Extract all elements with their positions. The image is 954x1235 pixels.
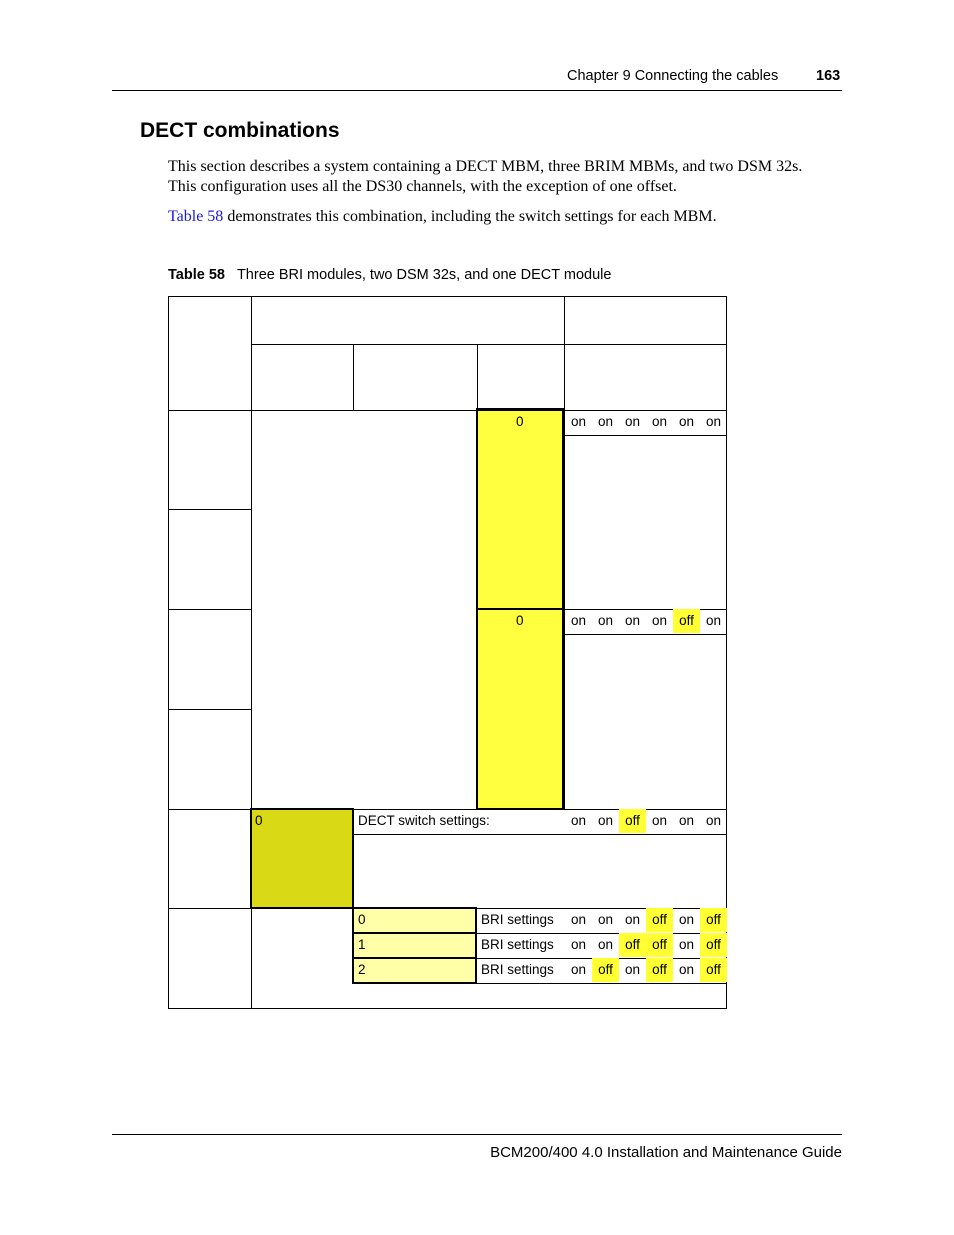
table-caption-text: Three BRI modules, two DSM 32s, and one DECT module: [236, 267, 612, 283]
bri-2-switch-4: off: [646, 958, 673, 982]
bri-0-switch-5: on: [678, 912, 695, 927]
dect-switch-6: on: [705, 813, 722, 828]
dsm-2-switch-5: off: [673, 609, 700, 633]
table-caption: [168, 267, 611, 283]
bri-0-switch-1: on: [570, 912, 587, 927]
bri-1-switch-4: off: [646, 933, 673, 957]
bri-0-switch-3: on: [624, 912, 641, 927]
bri-block-split-2: [352, 957, 477, 959]
dect-switch-4: on: [651, 813, 668, 828]
bri-2-label: BRI settings: [481, 962, 554, 977]
dect-switch-3: off: [619, 809, 646, 833]
bri-0-switches: [565, 908, 727, 933]
bri-2-switch-2: off: [592, 958, 619, 982]
bri-rule-3: [477, 983, 727, 984]
footer-title: BCM200/400 4.0 Installation and Maintenance Guide: [490, 1144, 842, 1161]
header-subrule: [251, 344, 727, 345]
body-paragraph-1-line-2: This configuration uses all the DS30 channels, with the exception of one offset.: [168, 178, 677, 195]
header-rule: [112, 90, 842, 91]
bri-1-switch-1: on: [570, 937, 587, 952]
table-58-link[interactable]: Table 58: [168, 208, 224, 225]
bri-2-switch-3: on: [624, 962, 641, 977]
page-number: 163: [816, 68, 841, 84]
header-col-2: [353, 344, 354, 410]
bri-2-switches: [565, 958, 727, 983]
dect-switch-2: on: [597, 813, 614, 828]
bri-block-split-1: [352, 932, 477, 934]
bri-0-switch-6: off: [700, 908, 727, 932]
row-sep-c: [168, 709, 251, 710]
col-divider-switch: [564, 296, 565, 809]
bri-block-border: [352, 907, 477, 984]
body-paragraph-2: [168, 207, 717, 227]
dect-switch-1: on: [570, 813, 587, 828]
dsm-2-switch-4: on: [651, 613, 668, 628]
bri-0-offset: 0: [358, 912, 366, 927]
table-caption-label: Table 58: [168, 267, 225, 283]
section-title: DECT combinations: [140, 119, 340, 142]
dect-block-border: [250, 808, 354, 909]
running-header-chapter: Chapter 9 Connecting the cables: [567, 68, 779, 84]
dect-switch-5: on: [678, 813, 695, 828]
dsm-1-switch-6: on: [705, 414, 722, 429]
dsm-1-switch-2: on: [597, 414, 614, 429]
bri-2-offset: 2: [358, 962, 366, 977]
header-col-3: [477, 344, 478, 410]
dsm-2-offset: 0: [516, 613, 524, 628]
dect-switch-rule: [353, 834, 727, 835]
dsm-1-switch-3: on: [624, 414, 641, 429]
dsm-2-switch-2: on: [597, 613, 614, 628]
row-sep-b: [168, 609, 251, 610]
bri-1-switch-6: off: [700, 933, 727, 957]
bri-1-switch-2: on: [597, 937, 614, 952]
dect-switches: [565, 809, 727, 834]
bri-2-switch-1: on: [570, 962, 587, 977]
dsm-2-switch-6: on: [705, 613, 722, 628]
bri-1-switches: [565, 933, 727, 958]
footer-rule: [112, 1134, 842, 1135]
dsm-1-switch-rule: [564, 435, 727, 436]
bri-0-label: BRI settings: [481, 912, 554, 927]
bri-1-switch-3: off: [619, 933, 646, 957]
dsm-1-switch-4: on: [651, 414, 668, 429]
dsm-1-switch-1: on: [570, 414, 587, 429]
dect-label: DECT switch settings:: [358, 813, 490, 828]
dect-offset: 0: [255, 813, 263, 828]
dsm-2-switch-rule: [564, 634, 727, 635]
body-paragraph-1: [168, 157, 848, 197]
dsm-1-switches: [565, 410, 727, 435]
bri-1-offset: 1: [358, 937, 366, 952]
body-paragraph-2-text: demonstrates this combination, including the switch settings for each MBM.: [223, 208, 717, 225]
dsm-1-offset: 0: [516, 414, 524, 429]
dsm-2-switches: [565, 609, 727, 634]
bri-1-label: BRI settings: [481, 937, 554, 952]
dsm-2-switch-1: on: [570, 613, 587, 628]
bri-1-switch-5: on: [678, 937, 695, 952]
bri-0-switch-4: off: [646, 908, 673, 932]
row-sep-a: [168, 509, 251, 510]
dsm-2-switch-3: on: [624, 613, 641, 628]
bri-0-switch-2: on: [597, 912, 614, 927]
body-paragraph-1-line-1: This section describes a system containing a DECT MBM, three BRIM MBMs, and two DSM 32s.: [168, 158, 803, 175]
bri-2-switch-5: on: [678, 962, 695, 977]
bri-2-switch-6: off: [700, 958, 727, 982]
combination-table: [168, 296, 727, 1009]
dsm-1-switch-5: on: [678, 414, 695, 429]
dsm-block-split: [476, 608, 564, 610]
